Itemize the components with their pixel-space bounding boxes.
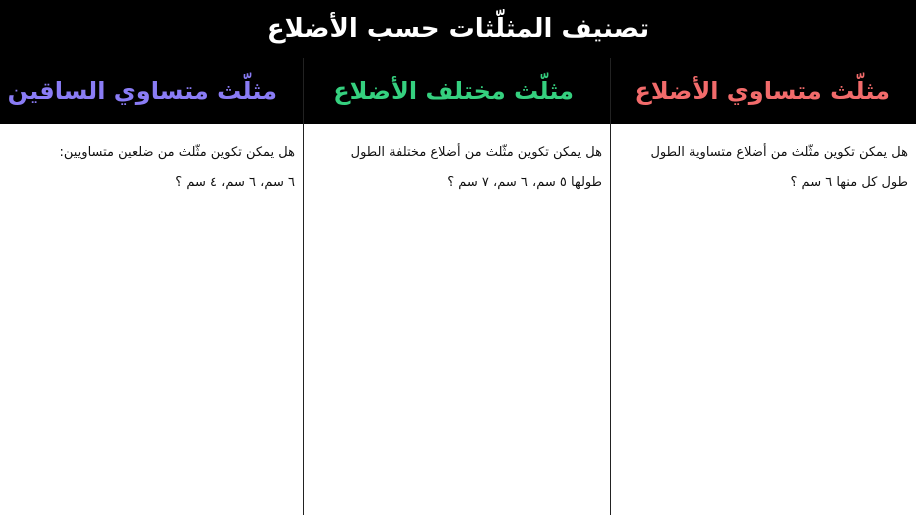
question-line: هل يمكن تكوين مثّلث من أضلاع متساوية الطول (650, 145, 908, 160)
classification-table (0, 58, 916, 515)
column-isosceles (0, 58, 303, 515)
page-title: تصنيف المثلّثات حسب الأضلاع (0, 0, 916, 58)
column-header-isosceles: مثلّث متساوي الساقين (0, 58, 303, 124)
column-equilateral (610, 58, 916, 515)
column-header-equilateral: مثلّث متساوي الأضلاع (611, 58, 916, 124)
question-line: هل يمكن تكوين مثّلث من أضلاع مختلفة الطول (350, 145, 602, 160)
column-body-isosceles (0, 124, 303, 198)
column-body-scalene (304, 124, 610, 198)
column-body-equilateral (611, 124, 916, 198)
question-line: ٦ سم، ٦ سم، ٤ سم ؟ (175, 175, 295, 190)
question-line: هل يمكن تكوين مثّلث من ضلعين متساويين: (59, 145, 295, 160)
question-line: طولها ٥ سم، ٦ سم، ٧ سم ؟ (447, 175, 602, 190)
column-scalene (303, 58, 610, 515)
column-header-scalene: مثلّث مختلف الأضلاع (304, 58, 610, 124)
question-line: طول كل منها ٦ سم ؟ (790, 175, 908, 190)
